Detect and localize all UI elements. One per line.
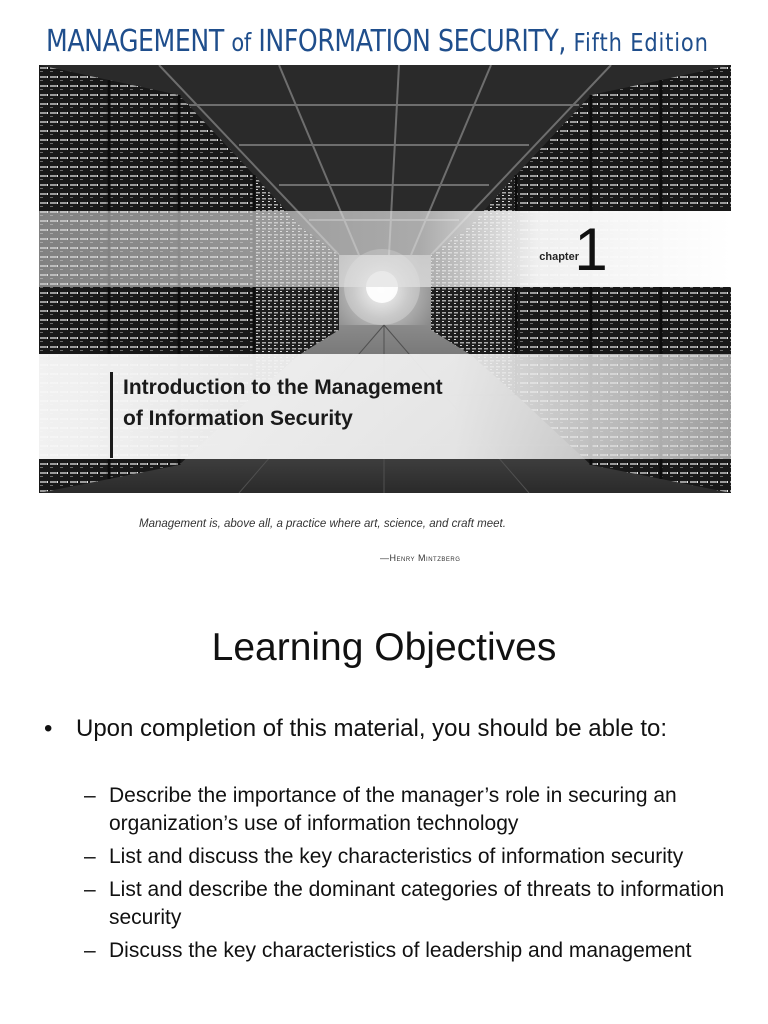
title-divider [110,372,113,458]
learning-objectives-list [84,782,734,970]
chapter-number: 1 [574,216,608,283]
list-item [84,782,734,838]
dash-icon: – [84,845,96,868]
chapter-title [123,372,563,434]
title-management: MANAGEMENT [46,24,224,59]
dash-icon: – [84,878,96,901]
intro-text: Upon completion of this material, you should be able to: [76,715,668,742]
chapter-label: chapter [539,251,579,263]
list-item [84,937,734,965]
list-item [84,843,734,871]
title-of: of [231,28,251,57]
list-item-text: Discuss the key characteristics of leadership and management [109,939,692,962]
chapter-cover-image [39,65,731,493]
epigraph-quote: Management is, above all, a practice where art, science, and craft meet. [139,518,506,530]
list-item-text: List and describe the dominant categories of threats to information security [109,878,725,929]
list-item-text: List and discuss the key characteristics of information security [109,845,684,868]
dash-icon: – [84,784,96,807]
bullet-icon: • [44,715,53,742]
list-item-text: Describe the importance of the manager’s role in securing an organization’s use of information technology [109,784,677,835]
chapter-title-line-1: Introduction to the Management [123,376,443,399]
book-title [46,20,709,64]
list-item [84,876,734,932]
dash-icon: – [84,939,96,962]
epigraph-author: —Henry Mintzberg [380,553,461,563]
learning-objectives-heading: Learning Objectives [211,626,557,669]
chapter-title-line-2: of Information Security [123,407,353,430]
title-edition: Fifth Edition [573,28,709,57]
title-information-security: INFORMATION SECURITY, [258,24,566,59]
chapter-band [39,211,731,287]
learning-objectives-intro [44,713,734,744]
